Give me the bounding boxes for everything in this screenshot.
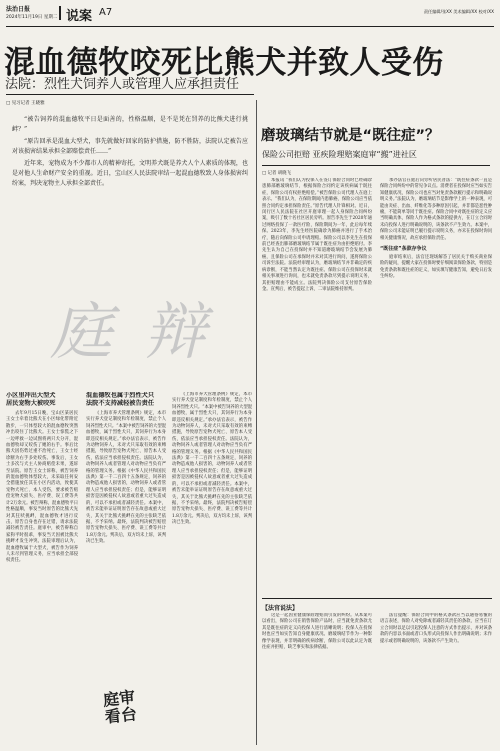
legal-commentary-box — [262, 598, 492, 746]
column-2-text: 《上海市养犬管理条例》规定，本市实行养犬登记制度和年检制度，禁止个人饲养烈性犬只。“本案中被告饲养的大型混血德牧，属于烈性犬只，其饲养行为本身即违反相关规定。”承办法官表示，被告作为动物饲养人，未对犬只采取有效的束缚措施，导致原告宠物犬死亡、原告本人受伤，依法应当承担侵权责任。法院认为，动物饲养人或者管理人对动物应当负有严格的管理义务。根据《中华人民共和国民法典》第一千二百四十五条规定，饲养的动物造成他人损害的，动物饲养人或者管理人应当承担侵权责任；但是，能够证明损害是因被侵权人故意或者重大过失造成的，可以不承担或者减轻责任。本案中，被告未能举证证明原告存在故意或重大过失，其关于比熊犬挑衅在先的主张缺乏依据，不予采纳。最终，法院判决被告赔偿原告宠物犬损失、医疗费、误工费等共计1.8万余元。判决后，双方均未上诉，该判决已生效。 — [86, 411, 166, 545]
lead-paragraph: “被告饲养的混血德牧平日是面善的，性格温顺，是不是凭在罚养的比熊犬进行挑衅？” — [12, 116, 248, 133]
page-number: A7 — [99, 7, 113, 18]
main-rule — [6, 94, 254, 95]
main-column-3: 《上海市养犬管理条例》规定，本市实行养犬登记制度和年检制度，禁止个人饲养烈性犬只。“本案中被告饲养的大型混血德牧，属于烈性犬只，其饲养行为本身即违反相关规定。”承办法官表示，被告作为动物饲养人，未对犬只采取有效的束缚措施，导致原告宠物犬死亡、原告本人受伤，依法应当承担侵权责任。法院认为，动物饲养人或者管理人对动物应当负有严格的管理义务。根据《中华人民共和国民法典》第一千二百四十五条规定，饲养的动物造成他人损害的，动物饲养人或者管理人应当承担侵权责任；但是，能够证明损害是因被侵权人故意或者重大过失造成的，可以不承担或者减轻责任。本案中，被告未能举证证明原告存在故意或重大过失，其关于比熊犬挑衅在先的主张缺乏依据，不予采纳。最终，法院判决被告赔偿原告宠物犬损失、医疗费、误工费等共计1.8万余元。判决后，双方均未上诉，该判决已生效。 — [172, 392, 252, 526]
lead-paragraph: “原告回承是混血大型犬，事先就做好回家的防护措施，防不胜防，法院认定被告应对该损害结果承担全部赔偿责任……” — [12, 138, 248, 155]
column-2-heading: 混血德牧也属于烈性犬只 法院不支持减轻被告责任 — [86, 392, 155, 407]
pullquote-left-char: 庭 — [50, 295, 113, 368]
second-right-text-2: 庭审结束后，法官还现场解答了居民关于购买商业保险的疑问，提醒大家在投保时要仔细阅读保险条款，特别是免责条款和既往症的定义，如实填写健康告知，避免日后发生纠纷。 — [380, 255, 492, 280]
second-byline: □ 记者 胡晓飞 — [262, 171, 291, 176]
second-right-text: 承办法官在庭后向旁听居民普法：“既往症条款一直是保险合同纠纷中的常见争议点。消费者在投保时应当如实告知健康状况，保险公司也应当对免责条款履行提示和明确说明义务。”法院认为，磨玻璃结节是影像学上的一种表现，可能由炎症、出血、纤维化等多种原因引起，并非都是恶性肿瘤，不能简单等同于既往症。保险合同中对既往症的定义应当明确具体，保险人作为格式条款的提供方，在订立合同时未向投保人进行明确说明的，该条款不产生效力。本案中，保险公司未能证明已履行提示说明义务，亦未在投保时询问相关健康情况，故应承担保险责任。 — [380, 178, 492, 241]
divider-bar — [59, 6, 61, 20]
main-headline: 混血德牧咬死比熊犬并致人受伤 — [4, 45, 444, 81]
column-divider — [256, 100, 257, 745]
legal-box-title: 【法官说法】 — [262, 605, 299, 612]
main-column-1 — [6, 392, 78, 744]
pullquote-panel — [6, 262, 256, 392]
legal-box-left-text: 这是一起因亚健康保险理赔而引发的纠纷。从本案可以看出，保险公司在销售保险产品时，应当就免责条款尤其是既往症的定义向投保人进行清晰说明；投保人在投保时也应当如实告知自身健康状况。磨玻璃结节作为一种影像学表现，并非明确的疾病诊断，保险公司以此认定为既往症并拒赔，缺乏事实和法律依据。 — [262, 613, 372, 651]
section-title: 说案 — [66, 9, 93, 24]
second-column-left: 本报讯 “我们认为投保人在签订保险合同时已经确诊患肺部磨玻璃结节，根据保险合同约定该疾病属于既往症，保险公司有权拒绝赔偿。”被告保险公司代理人在庭上表示。“我们认为，在保险期间内患肺癌，保险公司应当依照合同约定承担保险责任。”原告代理人针锋相对。近日，闵行区人民法院在社区开庭审理一起人身保险合同纠纷案，吸引了数十名社区居民旁听。原告李先生于2020年通过网络投保了一款医疗险，保险期间为一年，此后每年续保。2023年，李先生经医院确诊为肺癌并进行了手术治疗，随后向保险公司申请理赔。保险公司以李先生在投保前已经查出肺部磨玻璃结节属于既往症为由拒绝赔付。李先生认为自己在投保时并不知道磨玻璃结节会发展为肺癌，且保险公司在承保时并未对其进行询问，遂将保险公司诉至法院。法院经审理认为，磨玻璃结节并非确定的疾病诊断，不能当然认定为既往症。保险公司在投保时未就相关事项进行询问，也未就免责条款尽到提示说明义务，其拒赔理由不能成立。法院判决保险公司支付原告保险金。宣判后，被告提起上诉，二审法院维持原判。 — [262, 178, 372, 292]
main-lead — [12, 115, 248, 189]
second-column-right — [380, 178, 492, 578]
main-subheadline: 法院：烈性犬饲养人或管理人应承担责任 — [5, 77, 240, 92]
column-1-text: 去年9月15日晚，宝山区某居民王女士牵着比熊犬在小区绿化带附近散步，一只体型较大的混血德牧突然冲出咬住了比熊犬。王女士惊慌之下一边呼救一边试图将两只犬分开，混血德牧却又咬伤了她的右手。事后比熊犬因伤势过重不治死亡，王女士经诊断为右手多处咬伤。事发后，王女士多次与犬主人协商赔偿未果，遂诉至法院。原告王女士诉称，被告饲养的混血德牧体型较大，未采取任何安全措施放任其在小区内活动，致使其宠物犬死亡、本人受伤，要求被告赔偿宠物犬损失、医疗费、误工费等共计2万余元。被告辩称，混血德牧平日性格温顺，事发当时原告的比熊犬先对其狂吠挑衅，混血德牧才进行反击，原告自身也存在过错，请求法院减轻被告责任。庭审中，被告辩称自家狗平时很乖，事发当天因被比熊犬挑衅才发生冲突。法院审理后认为，混血德牧属于大型犬，被告作为饲养人未尽到管理义务，应当承担全部侵权责任。 — [6, 411, 78, 564]
main-column-2 — [86, 392, 166, 672]
editor-line: 责任编辑/张XX 美术编辑/XX 校对/XX — [423, 9, 494, 14]
masthead-rule — [6, 26, 494, 27]
court-stamp-logo: 庭审 看台 — [102, 687, 138, 727]
second-right-subhead: “既往症”条款存争议 — [380, 246, 427, 253]
legal-box-right-text: 法官提醒：保险合同中的格式条款应当以通俗易懂的语言表述，保险人对免除或者减轻其责任的条款，应当在订立合同时以足以引起投保人注意的方式作出提示，并对该条款的内容以书面或者口头形式向投保人作出明确说明；未作提示或者明确说明的，该条款不产生效力。 — [380, 613, 492, 644]
main-byline-text: 见习记者 王晓雅 — [11, 101, 45, 106]
masthead — [6, 4, 494, 26]
issue-date: 2024年11月19日 星期二 — [6, 15, 58, 20]
paper-name: 法治日报 — [6, 6, 31, 13]
pullquote-right-char: 辩 — [144, 295, 207, 368]
second-byline-text: 记者 胡晓飞 — [267, 171, 291, 176]
second-rule — [262, 165, 490, 166]
lead-paragraph: 近年来，宠物成为不少都市人的精神寄托，文明养犬既是养犬人个人素质的体现，也是对他人生命财产安全的重视。近日，宝山区人民法院审结一起混血德牧致人身体损害纠纷案，判决宠物主人承担全部责任。 — [12, 160, 248, 187]
main-byline: □ 见习记者 王晓雅 — [6, 101, 45, 106]
column-1-heading: 小区里冲出大型犬 居民宠物大被咬死 — [6, 392, 56, 407]
second-subheadline: 保险公司拒赔 亚疾险理赔案庭审“搬”进社区 — [262, 150, 417, 159]
second-headline: 磨玻璃结节就是“既往症”？ — [261, 128, 440, 144]
